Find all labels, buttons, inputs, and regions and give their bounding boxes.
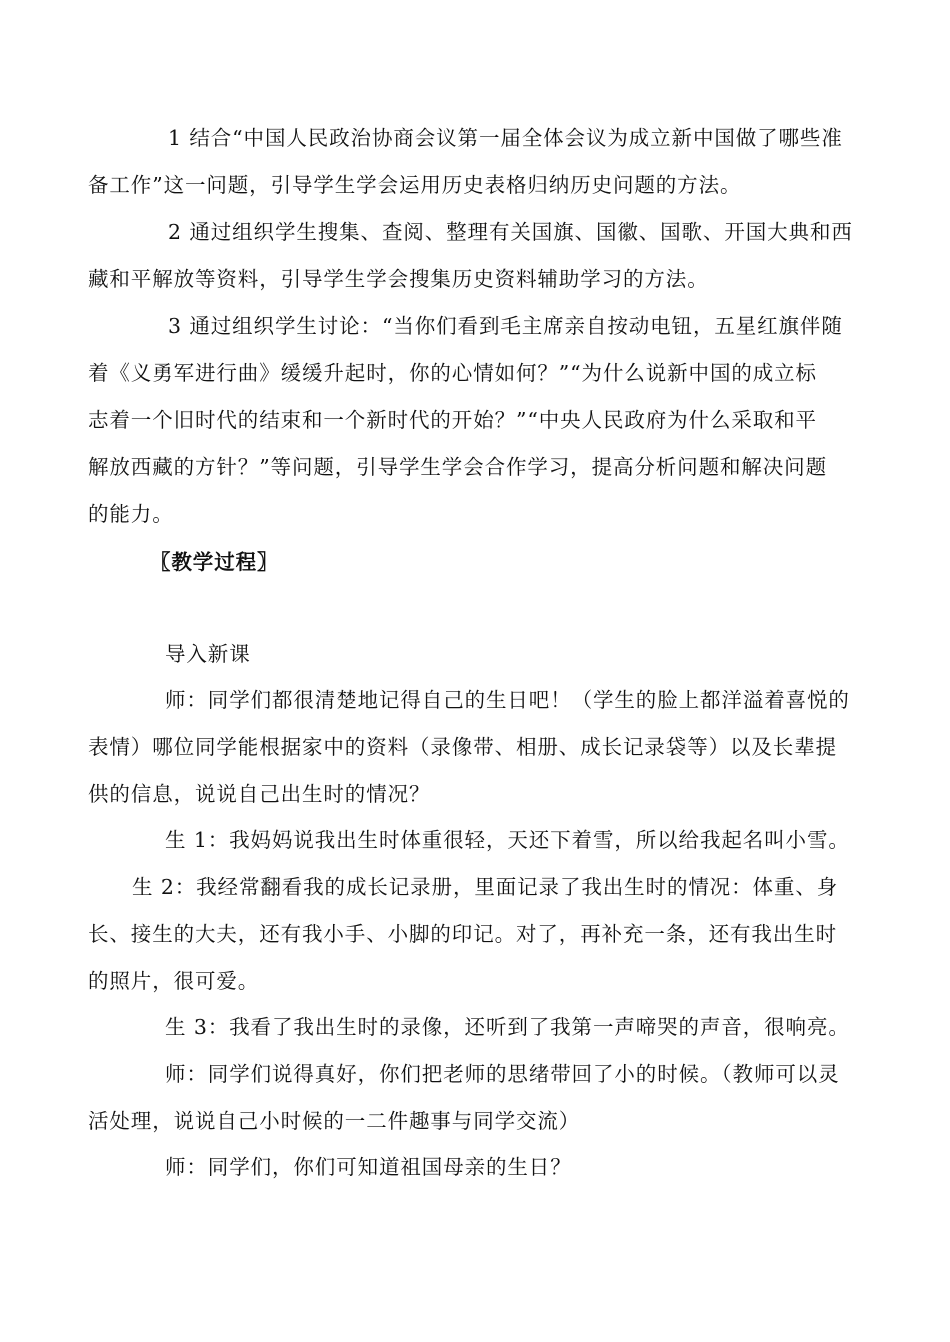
- objective-3-line-2: 着《义勇军进行曲》缓缓升起时，你的心情如何？”“为什么说新中国的成立标: [88, 361, 817, 385]
- dialogue-3-line-1: 生 2：我经常翻看我的成长记录册，里面记录了我出生时的情况：体重、身: [132, 875, 839, 899]
- objective-2-line-1: 2 通过组织学生搜集、查阅、整理有关国旗、国徽、国歌、开国大典和西: [168, 220, 853, 244]
- dialogue-2-line-1: 生 1：我妈妈说我出生时体重很轻，天还下着雪，所以给我起名叫小雪。: [165, 828, 850, 852]
- dialogue-3-line-2: 长、接生的大夫，还有我小手、小脚的印记。对了，再补充一条，还有我出生时: [88, 922, 837, 946]
- objective-3-line-4: 解放西藏的方针？”等问题，引导学生学会合作学习，提高分析问题和解决问题: [88, 455, 827, 479]
- objective-3-line-1: 3 通过组织学生讨论：“当你们看到毛主席亲自按动电钮，五星红旗伴随: [168, 314, 843, 338]
- dialogue-1-line-1: 师：同学们都很清楚地记得自己的生日吧！（学生的脸上都洋溢着喜悦的: [165, 688, 850, 712]
- objective-3-line-3: 志着一个旧时代的结束和一个新时代的开始？”“中央人民政府为什么采取和平: [88, 408, 817, 432]
- objective-2-line-2: 藏和平解放等资料，引导学生学会搜集历史资料辅助学习的方法。: [88, 267, 709, 291]
- intro-heading: 导入新课: [165, 642, 251, 666]
- dialogue-4-line-1: 生 3：我看了我出生时的录像，还听到了我第一声啼哭的声音，很响亮。: [165, 1015, 850, 1039]
- dialogue-3-line-3: 的照片，很可爱。: [88, 969, 260, 993]
- dialogue-1-line-3: 供的信息，说说自己出生时的情况？: [88, 782, 431, 806]
- section-heading: 〖教学过程〗: [150, 550, 279, 574]
- objective-1-line-1: 1 结合“中国人民政治协商会议第一届全体会议为成立新中国做了哪些准: [168, 126, 843, 150]
- objective-3-line-5: 的能力。: [88, 502, 174, 526]
- dialogue-5-line-2: 活处理，说说自己小时候的一二件趣事与同学交流）: [88, 1109, 581, 1133]
- dialogue-1-line-2: 表情）哪位同学能根据家中的资料（录像带、相册、成长记录袋等）以及长辈提: [88, 735, 837, 759]
- objective-1-line-2: 备工作”这一问题，引导学生学会运用历史表格归纳历史问题的方法。: [88, 173, 742, 197]
- dialogue-6-line-1: 师：同学们，你们可知道祖国母亲的生日？: [165, 1155, 572, 1179]
- dialogue-5-line-1: 师：同学们说得真好，你们把老师的思绪带回了小的时候。（教师可以灵: [165, 1062, 840, 1086]
